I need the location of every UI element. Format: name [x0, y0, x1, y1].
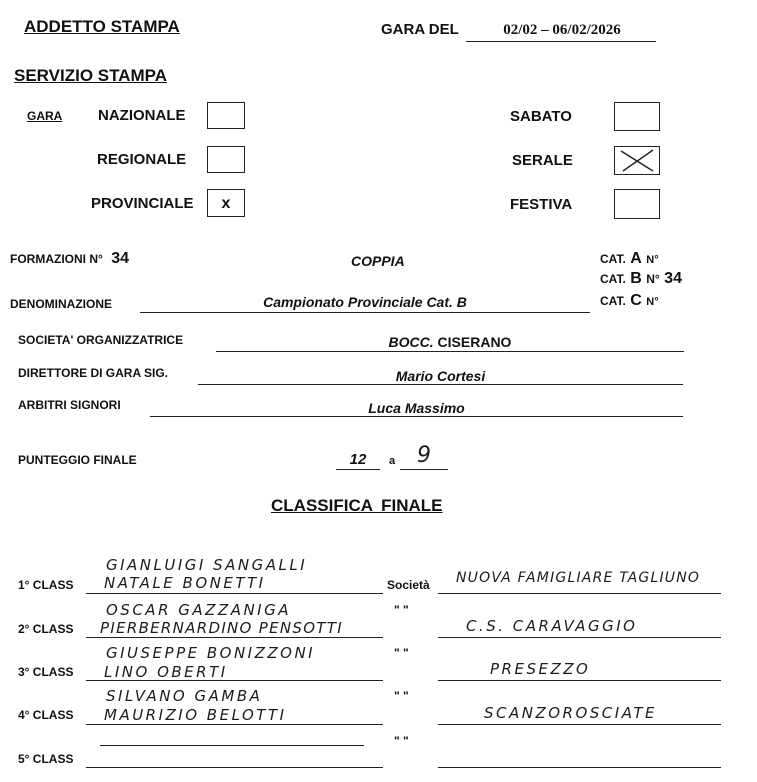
option-regionale-checkbox[interactable] [207, 146, 245, 173]
denominazione-value: Campionato Provinciale Cat. B [263, 294, 467, 310]
score-home-line [336, 469, 380, 470]
row3-player-line [86, 680, 383, 681]
formazioni-label: FORMAZIONI N° [10, 252, 103, 266]
row2-club-line [438, 637, 721, 638]
day-festiva-checkbox[interactable] [614, 189, 660, 219]
option-regionale-label: REGIONALE [97, 151, 187, 168]
option-nazionale-checkbox[interactable] [207, 102, 245, 129]
service-title: SERVIZIO STAMPA [14, 66, 168, 85]
row3-ditto: " " [394, 646, 409, 660]
formazioni-value: 34 [111, 250, 130, 267]
row4-club: SCANZOROSCIATE [484, 704, 658, 722]
row4-player1: SILVANO GAMBA [106, 687, 263, 705]
score-home: 12 [349, 451, 367, 468]
cat-c: CAT. C N° [600, 292, 659, 309]
row2-player-line [86, 637, 383, 638]
societa-org-label: SOCIETA' ORGANIZZATRICE [18, 333, 184, 347]
row2-ditto: " " [394, 603, 409, 617]
day-serale-label: SERALE [512, 152, 573, 169]
formazione-type: COPPIA [351, 253, 405, 269]
row4-label: 4° CLASS [18, 708, 74, 722]
row3-club: PRESEZZO [490, 660, 591, 678]
row1-player-line [86, 593, 383, 594]
day-festiva-label: FESTIVA [510, 196, 573, 213]
row5-label: 5° CLASS [18, 752, 74, 766]
direttore-label: DIRETTORE DI GARA SIG. [18, 366, 169, 380]
direttore-line [198, 384, 683, 385]
gara-del-underline [466, 41, 656, 42]
option-provinciale-checkbox[interactable]: x [207, 189, 245, 217]
row1-label: 1° CLASS [18, 578, 74, 592]
gara-del-value: 02/02 – 06/02/2026 [503, 22, 621, 38]
option-provinciale-label: PROVINCIALE [91, 195, 194, 212]
societa-label: Società [387, 578, 430, 592]
cat-b: CAT. B N° 34 [600, 270, 682, 287]
gara-label: GARA [27, 109, 63, 123]
row3-club-line [438, 680, 721, 681]
page-title: ADDETTO STAMPA [24, 17, 180, 36]
denominazione-label: DENOMINAZIONE [10, 297, 112, 311]
gara-del-label: GARA DEL [381, 21, 459, 38]
row4-player2: MAURIZIO BELOTTI [104, 706, 287, 724]
day-sabato-label: SABATO [510, 108, 572, 125]
row3-label: 3° CLASS [18, 665, 74, 679]
arbitri-value: Luca Massimo [368, 400, 465, 416]
score-label: PUNTEGGIO FINALE [18, 453, 137, 467]
row4-club-line [438, 724, 721, 725]
row1-club: NUOVA FAMIGLIARE TAGLIUNO [456, 570, 701, 586]
row2-club: C.S. CARAVAGGIO [466, 617, 638, 635]
row2-player2: PIERBERNARDINO PENSOTTI [100, 619, 343, 637]
day-sabato-checkbox[interactable] [614, 102, 660, 131]
row2-label: 2° CLASS [18, 622, 74, 636]
day-serale-checkbox[interactable] [614, 146, 660, 175]
row1-player2: NATALE BONETTI [104, 574, 266, 592]
societa-org-value: BOCC. CISERANO [388, 334, 512, 350]
row2-player1: OSCAR GAZZANIGA [106, 601, 291, 619]
option-nazionale-label: NAZIONALE [98, 107, 186, 124]
classifica-title: CLASSIFICA FINALE [271, 496, 443, 515]
row5-club-line [438, 767, 721, 768]
score-separator: a [389, 455, 396, 467]
denominazione-line [140, 312, 590, 313]
row3-player2: LINO OBERTI [104, 663, 228, 681]
row5-ditto: " " [394, 734, 409, 748]
row5-player-line [86, 767, 383, 768]
score-away-line [400, 469, 448, 470]
row3-player1: GIUSEPPE BONIZZONI [106, 644, 316, 662]
row5-player1-line [100, 745, 364, 746]
arbitri-label: ARBITRI SIGNORI [18, 398, 121, 412]
score-away: 9 [417, 443, 431, 468]
row1-club-line [438, 593, 721, 594]
row4-ditto: " " [394, 689, 409, 703]
row1-player1: GIANLUIGI SANGALLI [106, 556, 308, 574]
row4-player-line [86, 724, 383, 725]
societa-org-line [216, 351, 684, 352]
formazioni [10, 250, 129, 268]
arbitri-line [150, 416, 683, 417]
cat-a: CAT. A N° [600, 250, 659, 267]
direttore-value: Mario Cortesi [395, 368, 486, 384]
cross-mark-icon [615, 147, 659, 174]
